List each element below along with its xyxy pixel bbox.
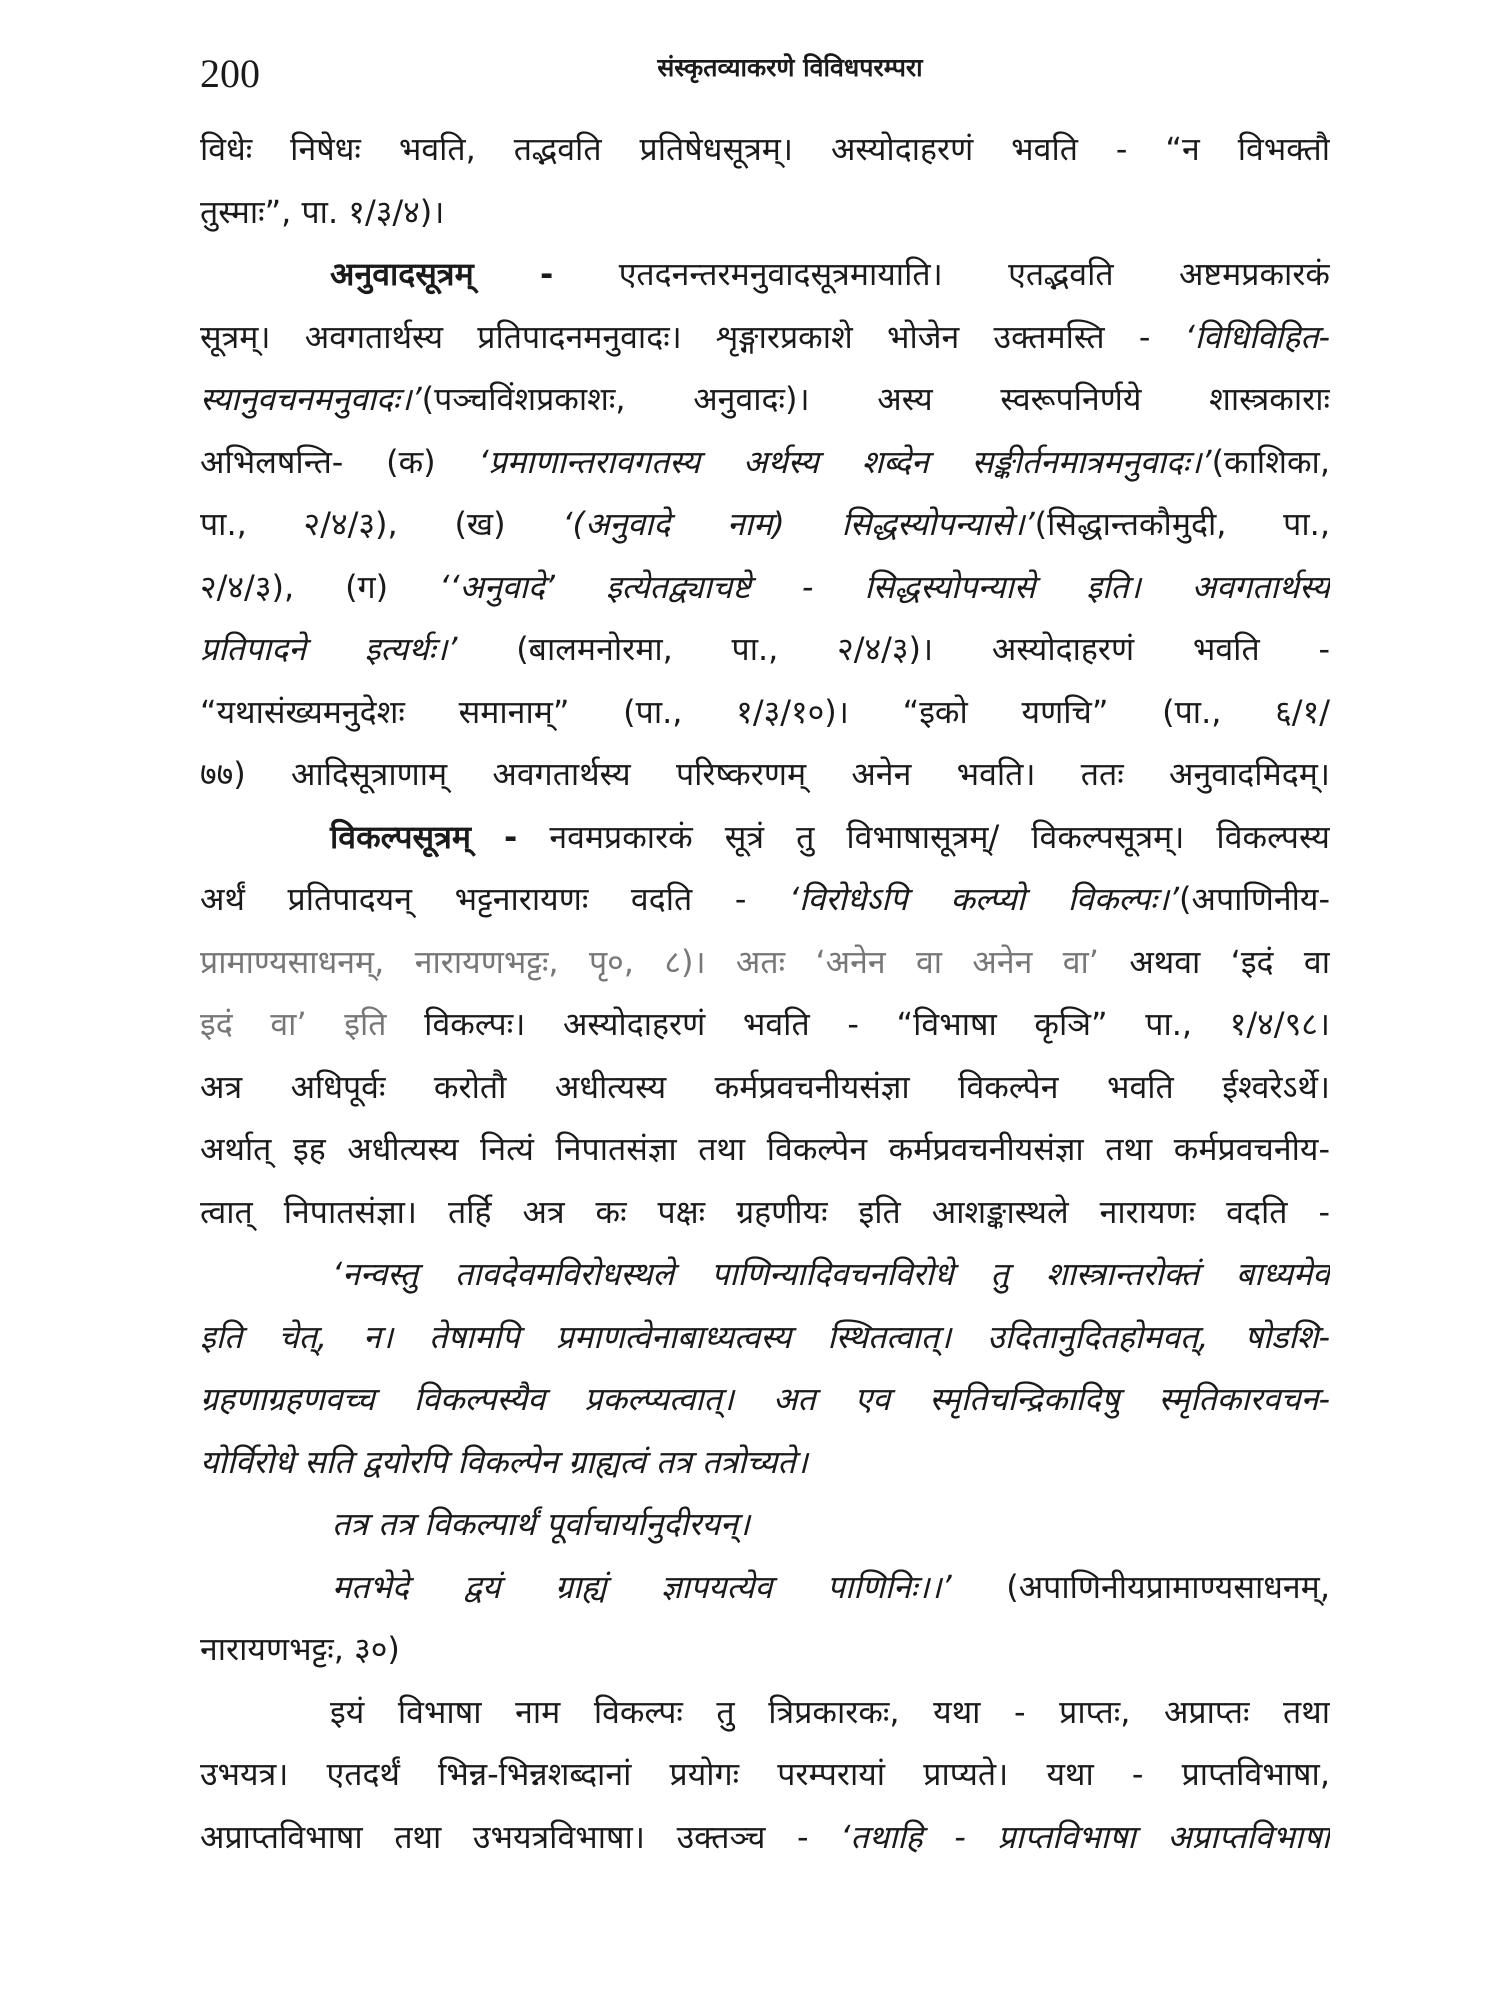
text-segment: अभिलषन्ति- (क) xyxy=(200,442,479,481)
text-line xyxy=(200,743,1330,806)
text-segment: (सिद्धान्तकौमुदी, पा., xyxy=(1034,505,1330,543)
text-segment: नवमप्रकारकं सूत्रं तु विभाषासूत्रम्/ विकल्पसूत्रम्। विकल्पस्य xyxy=(517,817,1330,856)
text-line xyxy=(200,1556,1330,1619)
text-segment: इति चेत्, न। तेषामपि प्रमाणत्वेनाबाध्यत्वस्य स्थितत्वात्। उदितानुदितहोमवत्, षोडशि- xyxy=(200,1317,1330,1356)
text-line xyxy=(200,431,1330,494)
text-line xyxy=(200,306,1330,369)
text-line xyxy=(200,1743,1330,1806)
section-heading: विकल्पसूत्रम् - xyxy=(330,817,518,856)
section-heading: अनुवादसूत्रम् - xyxy=(330,255,554,293)
text-line xyxy=(200,493,1330,556)
text-segment: उभयत्र। एतदर्थं भिन्न-भिन्नशब्दानां प्रयोगः परम्परायां प्राप्यते। यथा - प्राप्तविभाषा, xyxy=(200,1755,1330,1793)
text-segment: अथवा ‘इदं वा xyxy=(1098,942,1330,981)
text-segment: प्रतिपादने इत्यर्थः।’ xyxy=(200,630,458,668)
text-segment: योर्विरोधे सति द्वयोरपि विकल्पेन ग्राह्यत्वं तत्र तत्रोच्यते। xyxy=(200,1442,808,1481)
text-line xyxy=(200,1118,1330,1181)
text-segment: तुस्माः”, पा. १/३/४)। xyxy=(200,192,445,231)
text-line xyxy=(200,931,1330,994)
text-line xyxy=(200,1806,1330,1869)
text-segment: इदं वा’ इति xyxy=(200,1005,387,1043)
text-line xyxy=(200,1431,1330,1494)
text-segment: (काशिका, xyxy=(1211,442,1330,481)
text-segment: स्यानुवचनमनुवादः।’ xyxy=(200,380,422,418)
text-segment: अर्थं प्रतिपादयन् भट्टनारायणः वदति - xyxy=(200,880,789,918)
text-segment: ‘विधिविहित- xyxy=(1184,317,1330,356)
text-line xyxy=(200,1181,1330,1244)
text-segment: ७७) आदिसूत्राणाम् अवगतार्थस्य परिष्करणम् अनेन भवति। ततः अनुवादमिदम्। xyxy=(200,755,1330,793)
body-text xyxy=(200,118,1330,1868)
text-segment: ‘‘अनुवादे’ इत्येतद्व्याचष्टे - सिद्धस्योपन्यासे इति। अवगतार्थस्य xyxy=(439,567,1330,606)
text-line xyxy=(200,368,1330,431)
text-line xyxy=(200,1681,1330,1744)
text-segment: नारायणभट्टः, ३०) xyxy=(200,1630,400,1668)
text-line xyxy=(200,556,1330,619)
text-segment: सूत्रम्। अवगतार्थस्य प्रतिपादनमनुवादः। शृङ्गारप्रकाशे भोजेन उक्तमस्ति - xyxy=(200,317,1185,356)
text-segment: इयं विभाषा नाम विकल्पः तु त्रिप्रकारकः, यथा - प्राप्तः, अप्राप्तः तथा xyxy=(330,1692,1330,1731)
text-segment: अर्थात् इह अधीत्यस्य नित्यं निपातसंज्ञा तथा विकल्पेन कर्मप्रवचनीयसंज्ञा तथा कर्मप्रवचनीय- xyxy=(200,1130,1330,1168)
text-segment: ‘(अनुवादे नाम) सिद्धस्योपन्यासे।’ xyxy=(562,505,1035,543)
text-segment: ग्रहणाग्रहणवच्च विकल्पस्यैव प्रकल्प्यत्वात्। अत एव स्मृतिचन्द्रिकादिषु स्मृतिकारवचन- xyxy=(200,1380,1330,1418)
text-segment: प्रामाण्यसाधनम्, नारायणभट्टः, पृ०, ८)। अतः ‘अनेन वा अनेन वा’ xyxy=(200,942,1099,981)
text-line xyxy=(200,243,1330,306)
text-segment: ‘नन्वस्तु तावदेवमविरोधस्थले पाणिन्यादिवचनविरोधे तु शास्त्रान्तरोक्तं बाध्यमेव xyxy=(332,1255,1330,1293)
text-line xyxy=(200,618,1330,681)
text-segment: त्वात् निपातसंज्ञा। तर्हि अत्र कः पक्षः ग्रहणीयः इति आशङ्कास्थले नारायणः वदति - xyxy=(200,1192,1330,1231)
text-segment: २/४/३), (ग) xyxy=(200,567,440,606)
text-segment: (अपाणिनीय- xyxy=(1179,880,1330,918)
text-line xyxy=(200,681,1330,744)
text-line xyxy=(200,118,1330,181)
page-header xyxy=(200,44,1330,104)
text-line xyxy=(200,1056,1330,1119)
page-number: 200 xyxy=(200,51,260,96)
running-title: संस्कृतव्याकरणे विविधपरम्परा xyxy=(657,53,923,82)
text-line xyxy=(200,181,1330,244)
text-segment: विकल्पः। अस्योदाहरणं भवति - “विभाषा कृञि” पा., १/४/९८। xyxy=(386,1005,1330,1043)
text-segment: तत्र तत्र विकल्पार्थं पूर्वाचार्यानुदीरयन्। xyxy=(332,1505,750,1543)
text-segment: (बालमनोरमा, पा., २/४/३)। अस्योदाहरणं भवति - xyxy=(457,630,1330,668)
text-segment: (पञ्चविंशप्रकाशः, अनुवादः)। अस्य स्वरूपनिर्णये शास्त्रकाराः xyxy=(421,380,1330,418)
text-segment: पा., २/४/३), (ख) xyxy=(200,505,563,543)
text-segment: अप्राप्तविभाषा तथा उभयत्रविभाषा। उक्तञ्च - xyxy=(200,1817,841,1856)
text-line xyxy=(200,1306,1330,1369)
text-line xyxy=(200,868,1330,931)
text-line xyxy=(200,1493,1330,1556)
text-segment: एतदनन्तरमनुवादसूत्रमायाति। एतद्भवति अष्टमप्रकारकं xyxy=(553,255,1330,293)
text-segment: अत्र अधिपूर्वः करोतौ अधीत्यस्य कर्मप्रवचनीयसंज्ञा विकल्पेन भवति ईश्वरेऽर्थे। xyxy=(200,1067,1330,1106)
text-line xyxy=(200,993,1330,1056)
text-line xyxy=(200,1618,1330,1681)
text-line xyxy=(200,806,1330,869)
text-segment: ‘विरोधेऽपि कल्प्यो विकल्पः।’ xyxy=(789,880,1180,918)
text-segment: मतभेदे द्वयं ग्राह्यं ज्ञापयत्येव पाणिनिः।।’ xyxy=(332,1567,952,1606)
text-segment: ‘प्रमाणान्तरावगतस्य अर्थस्य शब्देन सङ्कीर्तनमात्रमनुवादः।’ xyxy=(478,442,1212,481)
text-line xyxy=(200,1243,1330,1306)
text-segment: ‘तथाहि - प्राप्तविभाषा अप्राप्तविभाषा xyxy=(840,1817,1330,1856)
text-line xyxy=(200,1368,1330,1431)
text-segment: “यथासंख्यमनुदेशः समानाम्” (पा., १/३/१०)। “इको यणचि” (पा., ६/१/ xyxy=(200,692,1330,731)
text-segment: विधेः निषेधः भवति, तद्भवति प्रतिषेधसूत्रम्। अस्योदाहरणं भवति - “न विभक्तौ xyxy=(200,130,1330,168)
text-segment: (अपाणिनीयप्रामाण्यसाधनम्, xyxy=(951,1567,1330,1606)
